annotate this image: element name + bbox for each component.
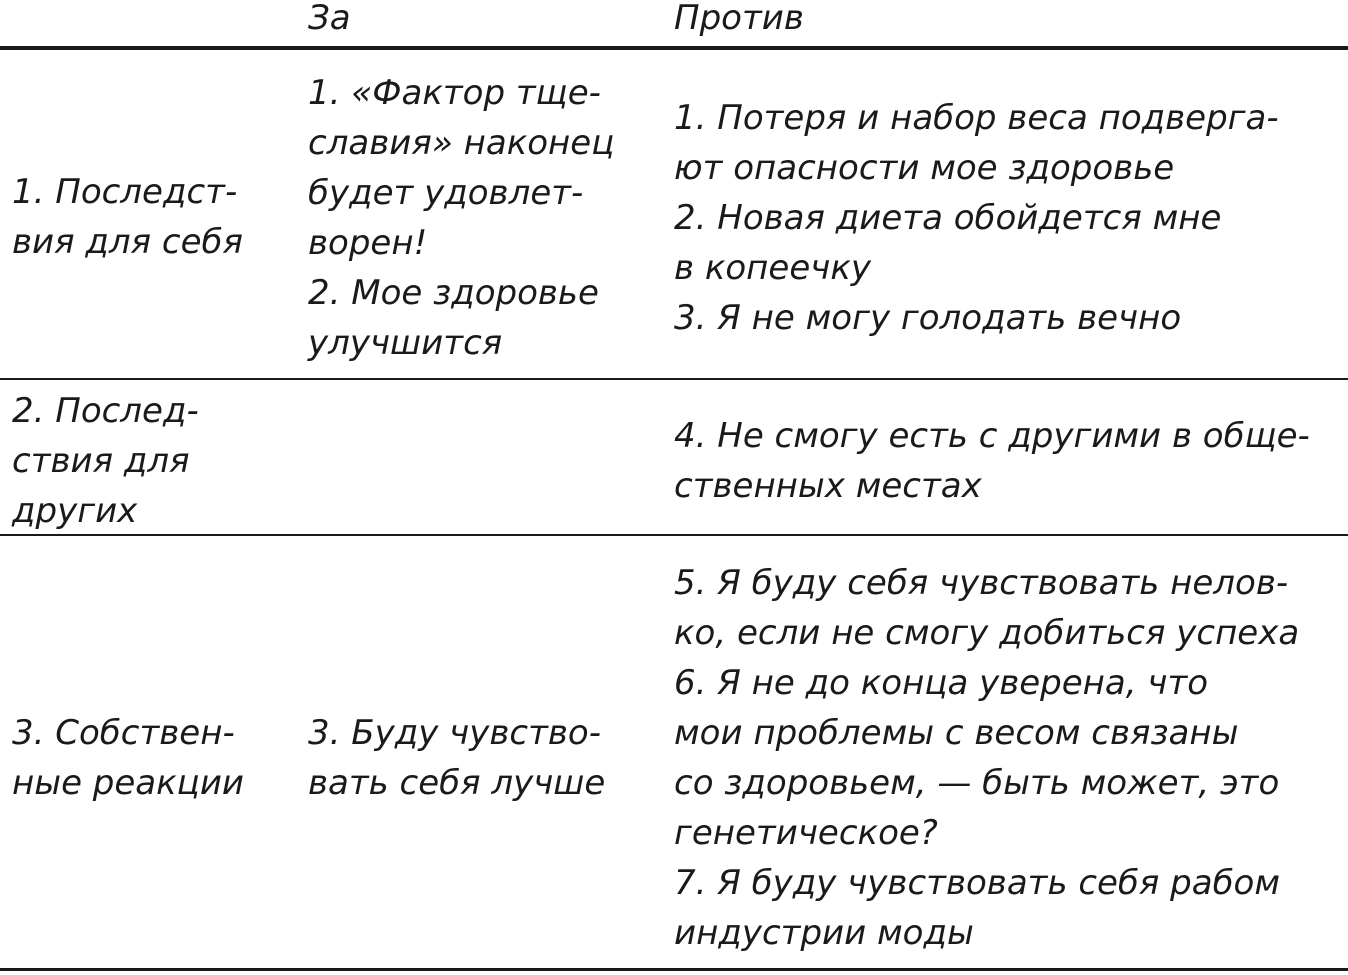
row-1-for-line: ворен!	[308, 223, 428, 263]
row-3-against-line: ко, если не смогу добиться успеха	[674, 613, 1300, 653]
row-1-label	[12, 167, 243, 267]
row-2-against-line: ственных местах	[674, 466, 982, 506]
header-against: Против	[674, 0, 804, 38]
row-3-against-line: генетическое?	[674, 813, 938, 853]
row-1-for-line: будет удовлет-	[308, 173, 584, 213]
row-3-for	[308, 708, 605, 808]
row-1-for-line: 1. «Фактор тще-	[308, 73, 601, 113]
row-2-label-line: других	[12, 491, 138, 531]
row-2-label	[12, 386, 199, 536]
row-1-for-line: 2. Мое здоровье	[308, 273, 599, 313]
row-1-against-line: в копеечку	[674, 248, 871, 288]
row-2-against-line: 4. Не смогу есть с другими в обще-	[674, 416, 1310, 456]
row-3-against-line: 5. Я буду себя чувствовать нелов-	[674, 563, 1289, 603]
row-3-label-line: ные реакции	[12, 763, 245, 803]
row-1-label-line: вия для себя	[12, 222, 243, 262]
row-divider	[0, 378, 1348, 380]
row-3-for-line: 3. Буду чувство-	[308, 713, 601, 753]
row-3-label-line: 3. Собствен-	[12, 713, 235, 753]
row-3-against	[674, 558, 1299, 958]
row-3-against-line: индустрии моды	[674, 913, 974, 953]
row-1-against-line: 1. Потеря и набор веса подверга-	[674, 98, 1279, 138]
row-1-against	[674, 93, 1279, 343]
header-for: За	[308, 0, 351, 38]
row-divider	[0, 534, 1348, 536]
row-1-against-line: 2. Новая диета обойдется мне	[674, 198, 1222, 238]
row-3-for-line: вать себя лучше	[308, 763, 606, 803]
row-3-against-line: мои проблемы с весом связаны	[674, 713, 1239, 753]
row-3-label	[12, 708, 244, 808]
row-3-against-line: 7. Я буду чувствовать себя рабом	[674, 863, 1280, 903]
row-1-against-line: ют опасности мое здоровье	[674, 148, 1175, 188]
row-1-for-line: улучшится	[308, 323, 503, 363]
row-1-label-line: 1. Последст-	[12, 172, 238, 212]
row-1-against-line: 3. Я не могу голодать вечно	[674, 298, 1182, 338]
header-rule	[0, 46, 1348, 50]
row-1-for	[308, 68, 614, 368]
row-1-for-line: славия» наконец	[308, 123, 615, 163]
row-2-label-line: 2. Послед-	[12, 391, 199, 431]
row-3-against-line: со здоровьем, — быть может, это	[674, 763, 1280, 803]
row-2-label-line: ствия для	[12, 441, 190, 481]
row-2-against	[674, 411, 1310, 511]
row-3-against-line: 6. Я не до конца уверена, что	[674, 663, 1209, 703]
bottom-rule	[0, 968, 1348, 971]
